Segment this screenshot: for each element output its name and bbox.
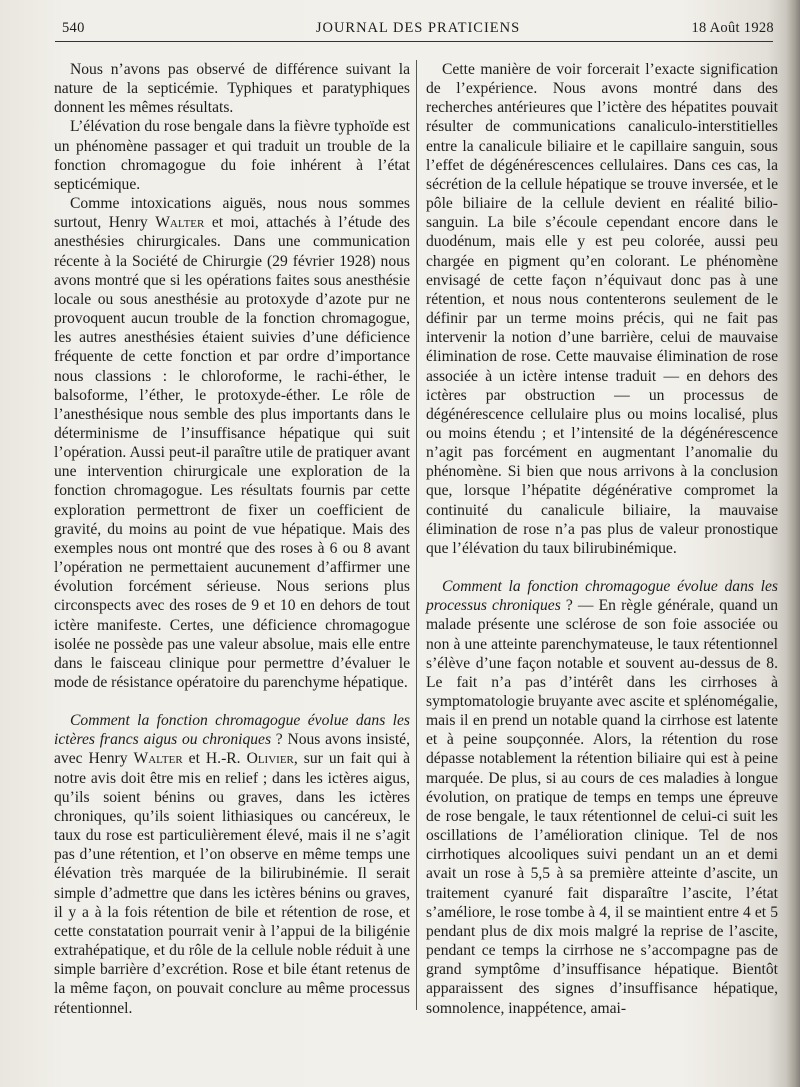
- left-column: [54, 60, 410, 1018]
- section-question: Comment la fonction chromagogue évolue dans les processus chroniques: [426, 578, 778, 615]
- journal-title: JOURNAL DES PRATICIENS: [315, 20, 521, 36]
- paragraph-text: ? — En règle générale, quand un malade présente une sclérose de son foie associée ou non à une atteinte parenchymateuse, le taux rétentionnel s’élève d’une façon notable et souvent au-dessus de 8. Le fait n’a pas d’intérêt dans les cirrhoses à symptomatologie bruyante avec ascite et splénomégalie, mais il en prend un notable quand la cirrhose est latente et à peine soupçonnée. Alors, la rétention du rose dépasse notablement la rétention biliaire qui est à peine marquée. De plus, si au cours de ces maladies à longue évolution, on pratique de temps en temps une épreuve de rose bengale, le taux rétentionnel de celui-ci suit les oscillations de l’amélioration clinique. Tel de nos cirrhotiques alcooliques suivi pendant un an et demi avait un rose à 5,5 à sa première atteinte d’ascite, un traitement cyanuré fait disparaître l’ascite, l’état s’améliore, le rose tombe à 4, il se maintient entre 4 et 5 pendant plus de dix mois malgré la reprise de l’ascite, pendant ce temps la cirrhose ne s’accompagne pas de grand symptôme d’insuffisance hépatique. Bientôt apparaissent des signes d’insuffisance hépatique, somnolence, inappétence, amai-: [426, 597, 778, 1017]
- paragraph-text: Comme intoxications aiguës, nous nous sommes surtout, Henry: [54, 195, 410, 232]
- issue-date: 18 Août 1928: [691, 20, 774, 36]
- page-number: 540: [62, 20, 85, 36]
- paragraph-text: , sur un fait qui à notre avis doit être mis en relief ; dans les ictères aigus, qu’ils soient bénins ou graves, dans les ictères chroniques, qu’ils soient lithiasiques ou cancéreux, le taux du rose est particulièrement élevé, mais il ne s’agit pas d’une rétention, et l’on observe en même temps une élévation très marquée de la bilirubinémie. Il serait simple d’admettre que dans les ictères bénins ou graves, il y a à la fois rétention de bile et rétention de rose, et cette constatation pourrait venir à l’appui de la biligénie extrahépatique, et du rôle de la cellule noble réduit à une simple barrière d’excrétion. Rose et bile étant retenus de la même façon, on pouvait conclure au même processus rétentionnel.: [54, 750, 411, 1017]
- section-paragraph: [426, 577, 778, 1018]
- author-name: Olivier: [246, 750, 294, 768]
- paragraph: L’élévation du rose bengale dans la fièvre typhoïde est un phénomène passager et qui traduit un trouble de la fonction chromagogue du foie inhérent à l’état septicémique.: [54, 118, 410, 193]
- section-question: Comment la fonction chromagogue évolue dans les ictères francs aigus ou chroniques: [54, 712, 410, 749]
- header-rule: [55, 41, 773, 42]
- page-edge-shadow: [786, 0, 800, 1087]
- paragraph-text: et moi, attachés à l’étude des anesthésies chirurgicales. Dans une communication récente à la Société de Chirurgie (29 février 1928) nous avons montré que si les opérations faites sous anesthésie locale ou sous anesthésie au protoxyde d’azote pur ne provoquent aucun trouble de la fonction chromagogue, les autres anesthésies étaient suivies d’une déficience fréquente de cette fonction et par ordre d’importance nous classions : le chloroforme, le rachi-éther, le balsoforme, l’éther, le protoxyde-éther. Le rôle de l’anesthésique nous semble des plus importants dans le déterminisme de l’insuffisance hépatique qui suit l’opération. Aussi peut-il paraître utile de pratiquer avant une intervention chirurgicale une exploration de la fonction chromagogue. Les résultats fournis par cette exploration permettront de fixer un coefficient de gravité, du moins au point de vue hépatique. Mais des exemples nous ont montré que des roses à 6 ou 8 avant l’opération ne permettaient aucunement d’affirmer une évolution forcément sérieuse. Nous serions plus circonspects avec des roses de 9 et 10 en dehors de tout ictère manifeste. Certes, une déficience chromagogue isolée ne possède pas une valeur absolue, mais elle entre dans le faisceau clinique pour permettre d’évaluer le mode de résistance opératoire du parenchyme hépatique.: [54, 214, 410, 691]
- author-name: Walter: [133, 750, 183, 768]
- paragraph: Nous n’avons pas observé de différence suivant la nature de la septicémie. Typhiques et paratyphiques donnent les mêmes résultats.: [54, 61, 410, 117]
- section-paragraph: [54, 711, 410, 1018]
- paragraph: Cette manière de voir forcerait l’exacte signification de l’expérience. Nous avons montré dans des recherches antérieures que l’ictère des hépatites pouvait résulter de communications canaliculo-interstitielles entre la canalicule biliaire et le capillaire sanguin, sous l’effet de dégénérescences cellulaires. Dans ces cas, la sécrétion de la cellule hépatique se trouve inversée, et le pôle biliaire de la cellule devient en réalité bilio-sanguin. La bile s’écoule cependant encore dans le duodénum, mais elle y est peu colorée, aussi peu chargée en pigment qu’en colorant. Le phénomène envisagé de cette façon n’équivaut donc pas à une rétention, et nous nous contenterons seulement de le définir par un terme moins précis, qui ne fait pas intervenir la notion d’une barrière, celui de mauvaise élimination de rose. Cette mauvaise élimination de rose associée à un ictère intense traduit — en dehors des ictères par obstruction — un processus de dégénérescence cellulaire plus ou moins localisé, plus ou moins étendu ; et l’intensité de la dégénérescence n’agit pas forcément en augmentant l’anomalie du phénomène. Si bien que nous arrivons à la conclusion que, lorsque l’hépatite dégénérative compromet la continuité du canalicule biliaire, la mauvaise élimination de rose n’a pas plus de valeur pronostique que l’élévation du taux bilirubinémique.: [426, 61, 778, 557]
- author-name: Walter: [155, 214, 205, 232]
- right-column: [426, 60, 778, 1018]
- paragraph: [54, 194, 410, 692]
- page-header: [62, 20, 774, 40]
- paragraph-text: et H.-R.: [182, 750, 247, 768]
- paragraph-text: ? Nous avons insisté, avec Henry: [54, 731, 410, 768]
- column-divider: [416, 60, 417, 1010]
